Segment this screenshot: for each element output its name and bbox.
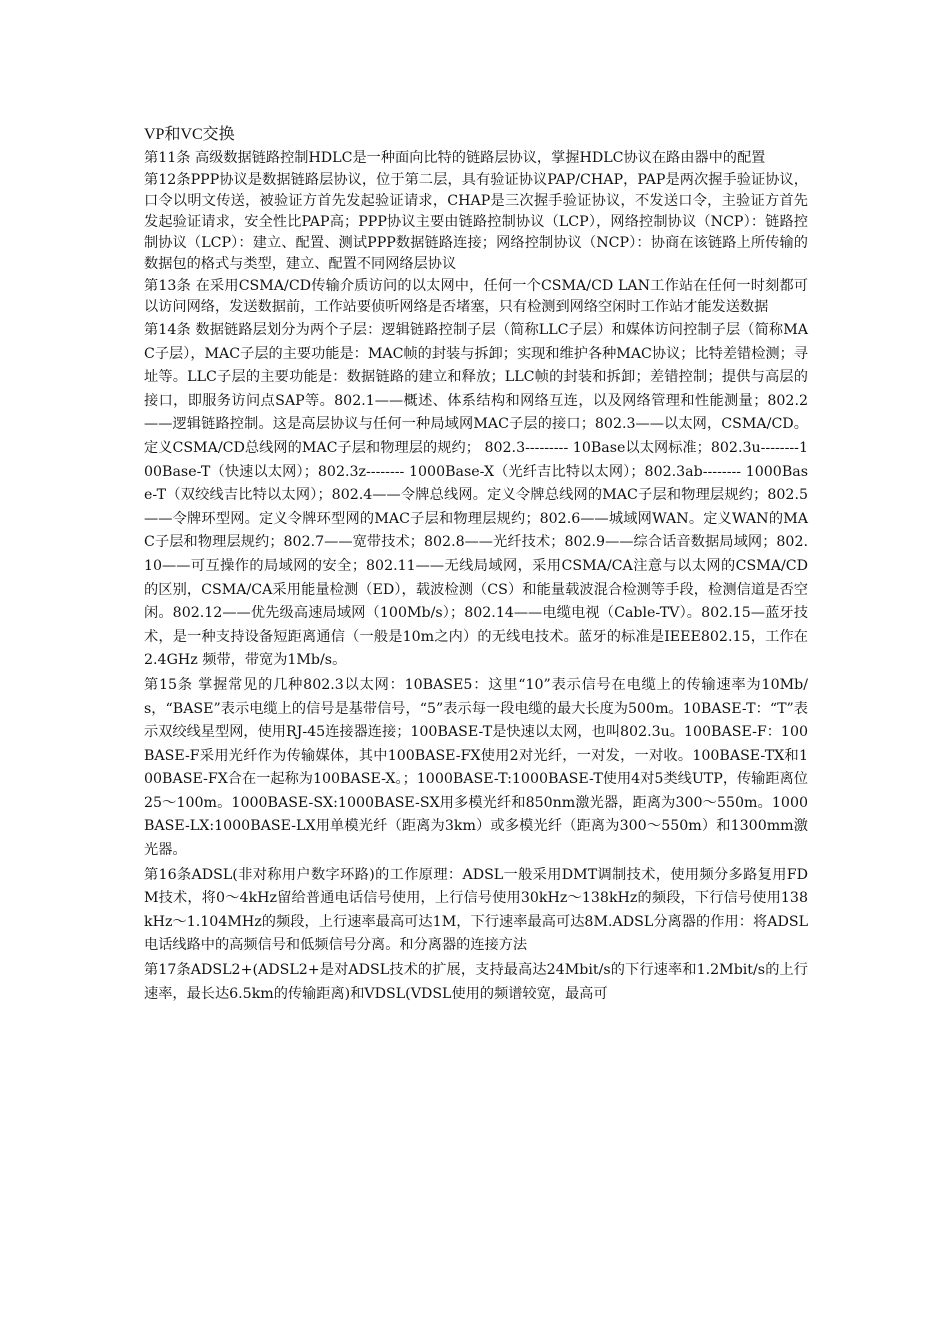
document-page: [144, 124, 808, 1007]
article-14: 第14条 数据链路层划分为两个子层：逻辑链路控制子层（简称LLC子层）和媒体访问控制子层（简称MAC子层），MAC子层的主要功能是：MAC帧的封装与拆卸；实现和维护各种MAC协议；比特差错检测；寻址等。LLC子层的主要功能是：数据链路的建立和释放；LLC帧的封装和拆卸；差错控制；提供与高层的接口，即服务访问点SAP等。802.1——概述、体系结构和网络互连，以及网络管理和性能测量；802.2——逻辑链路控制。这是高层协议与任何一种局域网MAC子层的接口；802.3——以太网，CSMA/CD。定义CSMA/CD总线网的MAC子层和物理层的规约； 802.3--------- 10Base以太网标准；802.3u--------100Base-T（快速以太网）；802.3z-------- 1000Base-X（光纤吉比特以太网）；802.3ab-------- 1000Base-T（双绞线吉比特以太网）；802.4——令牌总线网。定义令牌总线网的MAC子层和物理层规约；802.5——令牌环型网。定义令牌环型网的MAC子层和物理层规约；802.6——城域网WAN。定义WAN的MAC子层和物理层规约；802.7——宽带技术；802.8——光纤技术；802.9——综合话音数据局域网；802.10——可互操作的局域网的安全；802.11——无线局域网，采用CSMA/CA注意与以太网的CSMA/CD的区别，CSMA/CA采用能量检测（ED），载波检测（CS）和能量载波混合检测等手段，检测信道是否空闲。802.12——优先级高速局域网（100Mb/s）；802.14——电缆电视（Cable-TV）。802.15—蓝牙技术，是一种支持设备短距离通信（一般是10m之内）的无线电技术。蓝牙的标准是IEEE802.15，工作在2.4GHz 频带，带宽为1Mb/s。: [144, 322, 808, 669]
article-13: 第13条 在采用CSMA/CD传输介质访问的以太网中，任何一个CSMA/CD LAN工作站在任何一时刻都可以访问网络，发送数据前，工作站要侦听网络是否堵塞，只有检测到网络空闲时工作站才能发送数据: [144, 278, 808, 315]
section-heading: VP和VC交换: [144, 126, 235, 143]
article-16: 第16条ADSL(非对称用户数字环路)的工作原理：ADSL一般采用DMT调制技术，使用频分多路复用FDM技术，将0～4kHz留给普通电话信号使用，上行信号使用30kHz～138kHz的频段，下行信号使用138kHz～1.104MHz的频段，上行速率最高可达1M，下行速率最高可达8M.ADSL分离器的作用：将ADSL电话线路中的高频信号和低频信号分离。和分离器的连接方法: [144, 866, 808, 954]
article-11: 第11条 高级数据链路控制HDLC是一种面向比特的链路层协议，掌握HDLC协议在路由器中的配置: [144, 150, 766, 166]
article-15: 第15条 掌握常见的几种802.3以太网：10BASE5：这里“10”表示信号在电缆上的传输速率为10Mb/s，“BASE”表示电缆上的信号是基带信号，“5”表示每一段电缆的最大长度为500m。10BASE-T：“T”表示双绞线星型网，使用RJ-45连接器连接；100BASE-T是快速以太网，也叫802.3u。100BASE-F：100BASE-F采用光纤作为传输媒体，其中100BASE-FX使用2对光纤，一对发，一对收。100BASE-TX和100BASE-FX合在一起称为100BASE-X。；1000BASE-T:1000BASE-T使用4对5类线UTP，传输距离位25～100m。1000BASE-SX:1000BASE-SX用多模光纤和850nm激光器，距离为300～550m。1000BASE-LX:1000BASE-LX用单模光纤（距离为3km）或多模光纤（距离为300～550m）和1300mm激光器。: [144, 676, 808, 859]
article-12: 第12条PPP协议是数据链路层协议，位于第二层，具有验证协议PAP/CHAP，PAP是两次握手验证协议，口令以明文传送，被验证方首先发起验证请求，CHAP是三次握手验证协议，不发送口令，主验证方首先发起验证请求，安全性比PAP高；PPP协议主要由链路控制协议（LCP），网络控制协议（NCP）：链路控制协议（LCP）：建立、配置、测试PPP数据链路连接；网络控制协议（NCP）：协商在该链路上所传输的数据包的格式与类型，建立、配置不同网络层协议: [144, 172, 808, 272]
article-17: 第17条ADSL2+(ADSL2+是对ADSL技术的扩展，支持最高达24Mbit/s的下行速率和1.2Mbit/s的上行速率，最长达6.5km的传输距离)和VDSL(VDSL使用的频谱较宽，最高可: [144, 962, 808, 1002]
